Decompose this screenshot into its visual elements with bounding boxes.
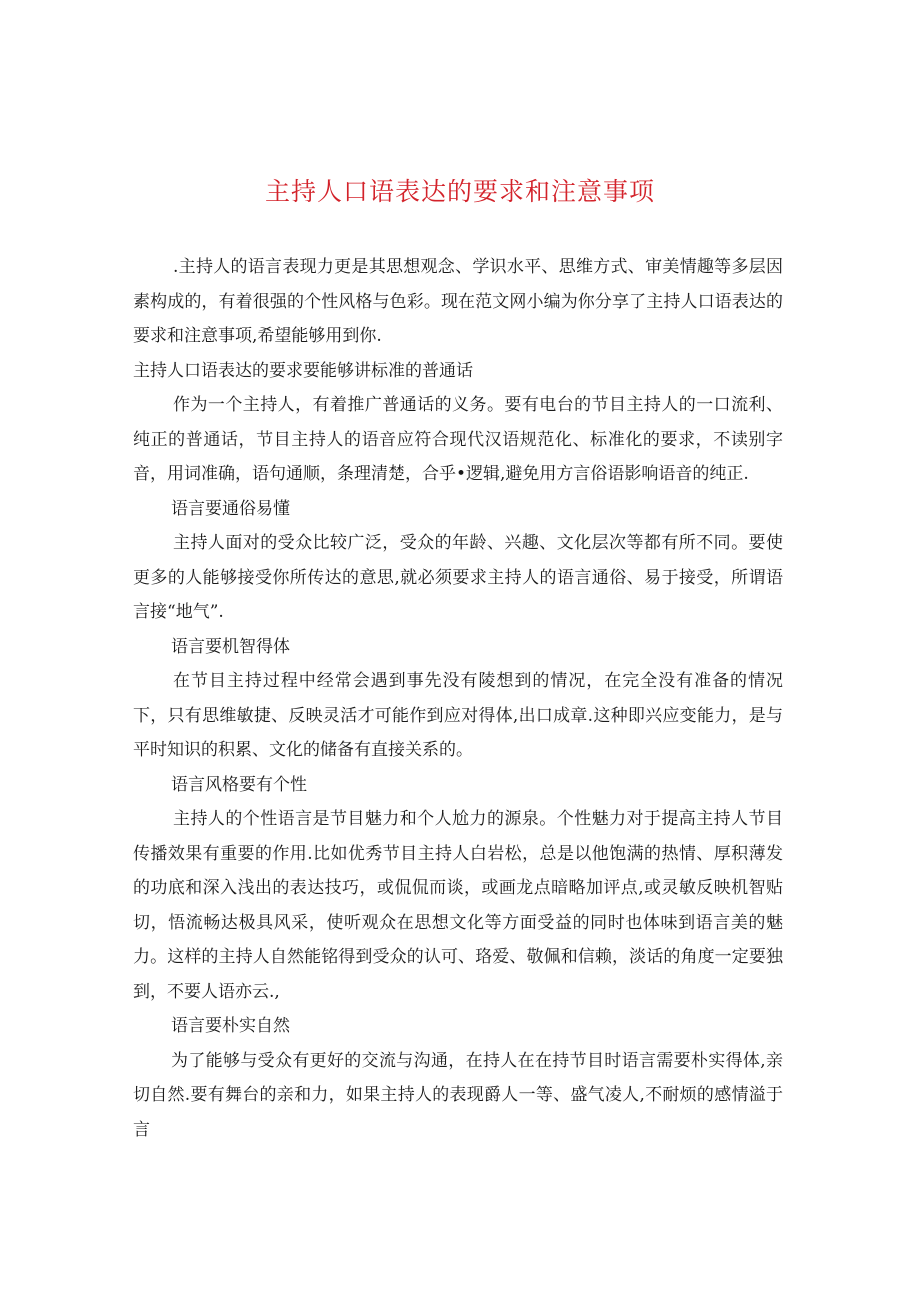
section-heading: 语言风格要有个性 xyxy=(171,774,307,795)
paragraph: 在节目主持过程中经常会遇到事先没有陵想到的情况，在完全没有准备的情况下，只有思维敏捷、反映灵活才可能作到应对得体,出口成章.这种即兴应变能力，是与平时知识的积累、文化的储备有直接关系的。 xyxy=(133,671,783,760)
section-heading: 语言要朴实自然 xyxy=(171,1016,290,1036)
section-heading: 语言要机智得体 xyxy=(171,636,290,657)
document-title: 主持人口语表达的要求和注意事项 xyxy=(264,177,655,206)
paragraph: 作为一个主持人，有着推广普通话的义务。要有电台的节目主持人的一口流利、纯正的普通话，节目主持人的语音应符合现代汉语规范化、标准化的要求，不读别字音，用词准确，语句通顺，条理清楚，合乎•逻辑,避免用方言俗语影响语音的纯正. xyxy=(133,395,783,484)
section-heading: 语言要通俗易懂 xyxy=(171,498,290,519)
paragraph: 主持人面对的受众比较广泛，受众的年龄、兴趣、文化层次等都有所不同。要使更多的人能够接受你所传达的意思,就必须要求主持人的语言通俗、易于接受，所谓语言接“地气”. xyxy=(133,533,783,622)
document-body xyxy=(133,250,783,1147)
paragraph: 为了能够与受众有更好的交流与沟通，在持人在在持节目时语言需要朴实得体,亲切自然.要有舞台的亲和力，如果主持人的表现爵人一等、盛气凌人,不耐烦的感情溢于言 xyxy=(133,1050,783,1140)
paragraph: 主持人的个性语言是节目魅力和个人尬力的源泉。个性魅力对于提高主持人节目传播效果有重要的作用.比如优秀节目主持人白岩松，总是以他饱满的热情、厚积薄发的功底和深入浅出的表达技巧，或侃侃而谈，或画龙点暗略加评点,或灵敏反映机智贴切，悟流畅达极具风采，使听观众在思想文化等方面受益的同时也体味到语言美的魅力。这样的主持人自然能铭得到受众的认可、珞爱、敬佩和信赖，淡话的角度一定要独到，不要人语亦云., xyxy=(133,809,783,1002)
section-heading: 主持人口语表达的要求要能够讲标准的普通话 xyxy=(133,360,473,381)
paragraph: .主持人的语言表现力更是其思想观念、学识水平、思维方式、审美情趣等多层因素构成的，有着很强的个性风格与色彩。现在范文网小编为你分享了主持人口语表达的要求和注意事项,希望能够用到你. xyxy=(133,257,783,346)
